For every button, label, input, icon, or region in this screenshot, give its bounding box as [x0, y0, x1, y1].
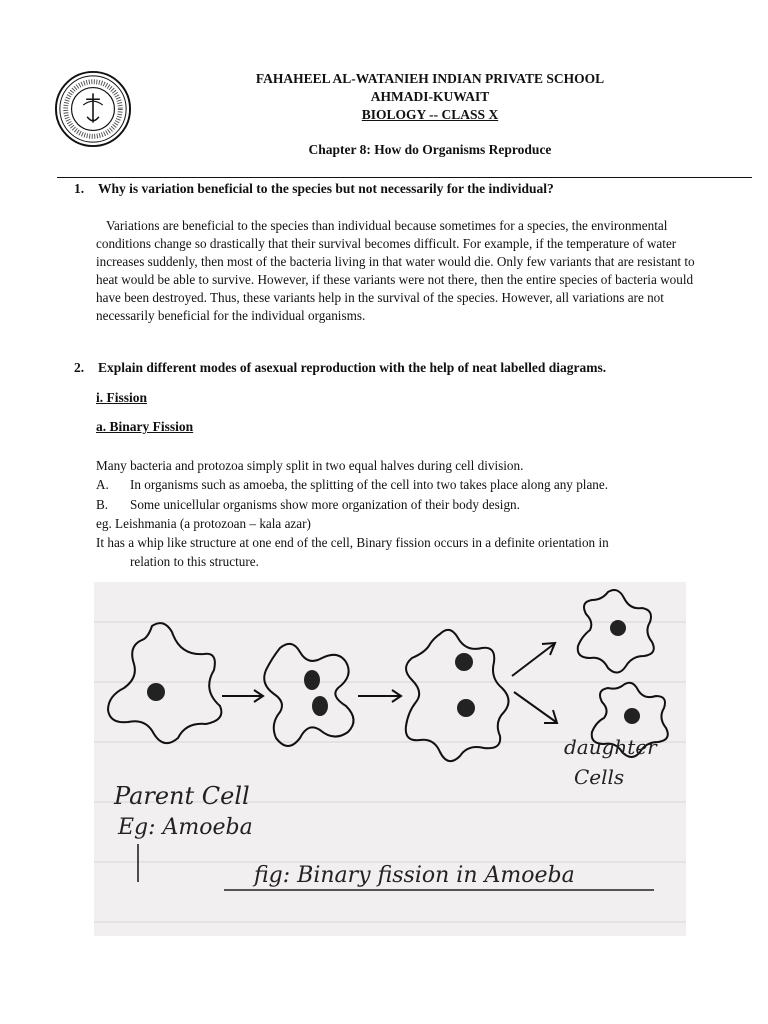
arrow-icon [222, 690, 263, 702]
school-location: AHMADI-KUWAIT [370, 89, 490, 104]
body-line: eg. Leishmania (a protozoan – kala azar) [96, 516, 311, 531]
body-line: relation to this structure. [130, 554, 259, 569]
school-name: FAHAHEEL AL-WATANIEH INDIAN PRIVATE SCHOOL [255, 71, 605, 86]
dividing-nucleus [457, 699, 475, 717]
label-daughter: daughter [564, 735, 657, 759]
question-2-text: Explain different modes of asexual reproduction with the help of neat labelled diagrams. [98, 360, 607, 375]
daughter-nucleus [610, 620, 626, 636]
chapter-title: Chapter 8: How do Organisms Reproduce [308, 142, 552, 157]
dividing-nucleus [455, 653, 473, 671]
subheading-binary-fission: a. Binary Fission [96, 419, 194, 434]
label-parent-cell: Parent Cell [114, 782, 250, 810]
school-seal-logo [54, 70, 132, 148]
daughter-nucleus [624, 708, 640, 724]
arrow-icon [512, 643, 557, 723]
binary-fission-figure [94, 582, 686, 936]
subject-title: BIOLOGY -- CLASS X [361, 107, 499, 122]
question-2 [74, 360, 606, 376]
arrow-icon [358, 690, 401, 702]
point-a-text: In organisms such as amoeba, the splitting of the cell into two takes place along any plane. [130, 477, 609, 492]
question-1-number: 1. [74, 181, 85, 196]
parent-cell-outline [108, 623, 221, 743]
point-a-label: A. [96, 477, 109, 492]
parent-nucleus [147, 683, 165, 701]
body-line: It has a whip like structure at one end of the cell, Binary fission occurs in a definite orientation in [96, 535, 609, 550]
dividing-cell-outline [406, 630, 509, 761]
point-b-label: B. [96, 497, 109, 512]
header-divider [57, 177, 752, 178]
question-1 [74, 181, 554, 197]
dividing-cell-outline [264, 644, 353, 746]
dividing-nucleus [304, 670, 320, 690]
answer-1-paragraph: Variations are beneficial to the species than individual because sometimes for a species, the environmental conditions change so drastically that their survival becomes difficult. For example, if the temperature of water increases suddenly, then most of the bacteria living in that water would die. Only few variants that are resistant to heat would be able to survive. However, if these variants were not there, then the entire species of bacteria would have been destroyed. Thus, these variants help in the survival of the species. However, all variations are not necessarily beneficial for the individual organisms. [96, 218, 695, 323]
figure-caption: fig: Binary fission in Amoeba [254, 863, 575, 888]
body-line: Many bacteria and protozoa simply split in two equal halves during cell division. [96, 458, 524, 473]
label-eg-amoeba: Eg: Amoeba [118, 815, 253, 840]
dividing-nucleus [312, 696, 328, 716]
point-a [96, 476, 608, 494]
subheading-fission: i. Fission [96, 390, 148, 405]
label-cells: Cells [574, 765, 625, 789]
question-1-text: Why is variation beneficial to the species but not necessarily for the individual? [98, 181, 554, 196]
question-2-number: 2. [74, 360, 85, 375]
point-b-text: Some unicellular organisms show more organization of their body design. [130, 497, 520, 512]
point-b [96, 496, 520, 514]
binary-fission-diagram [94, 582, 686, 936]
